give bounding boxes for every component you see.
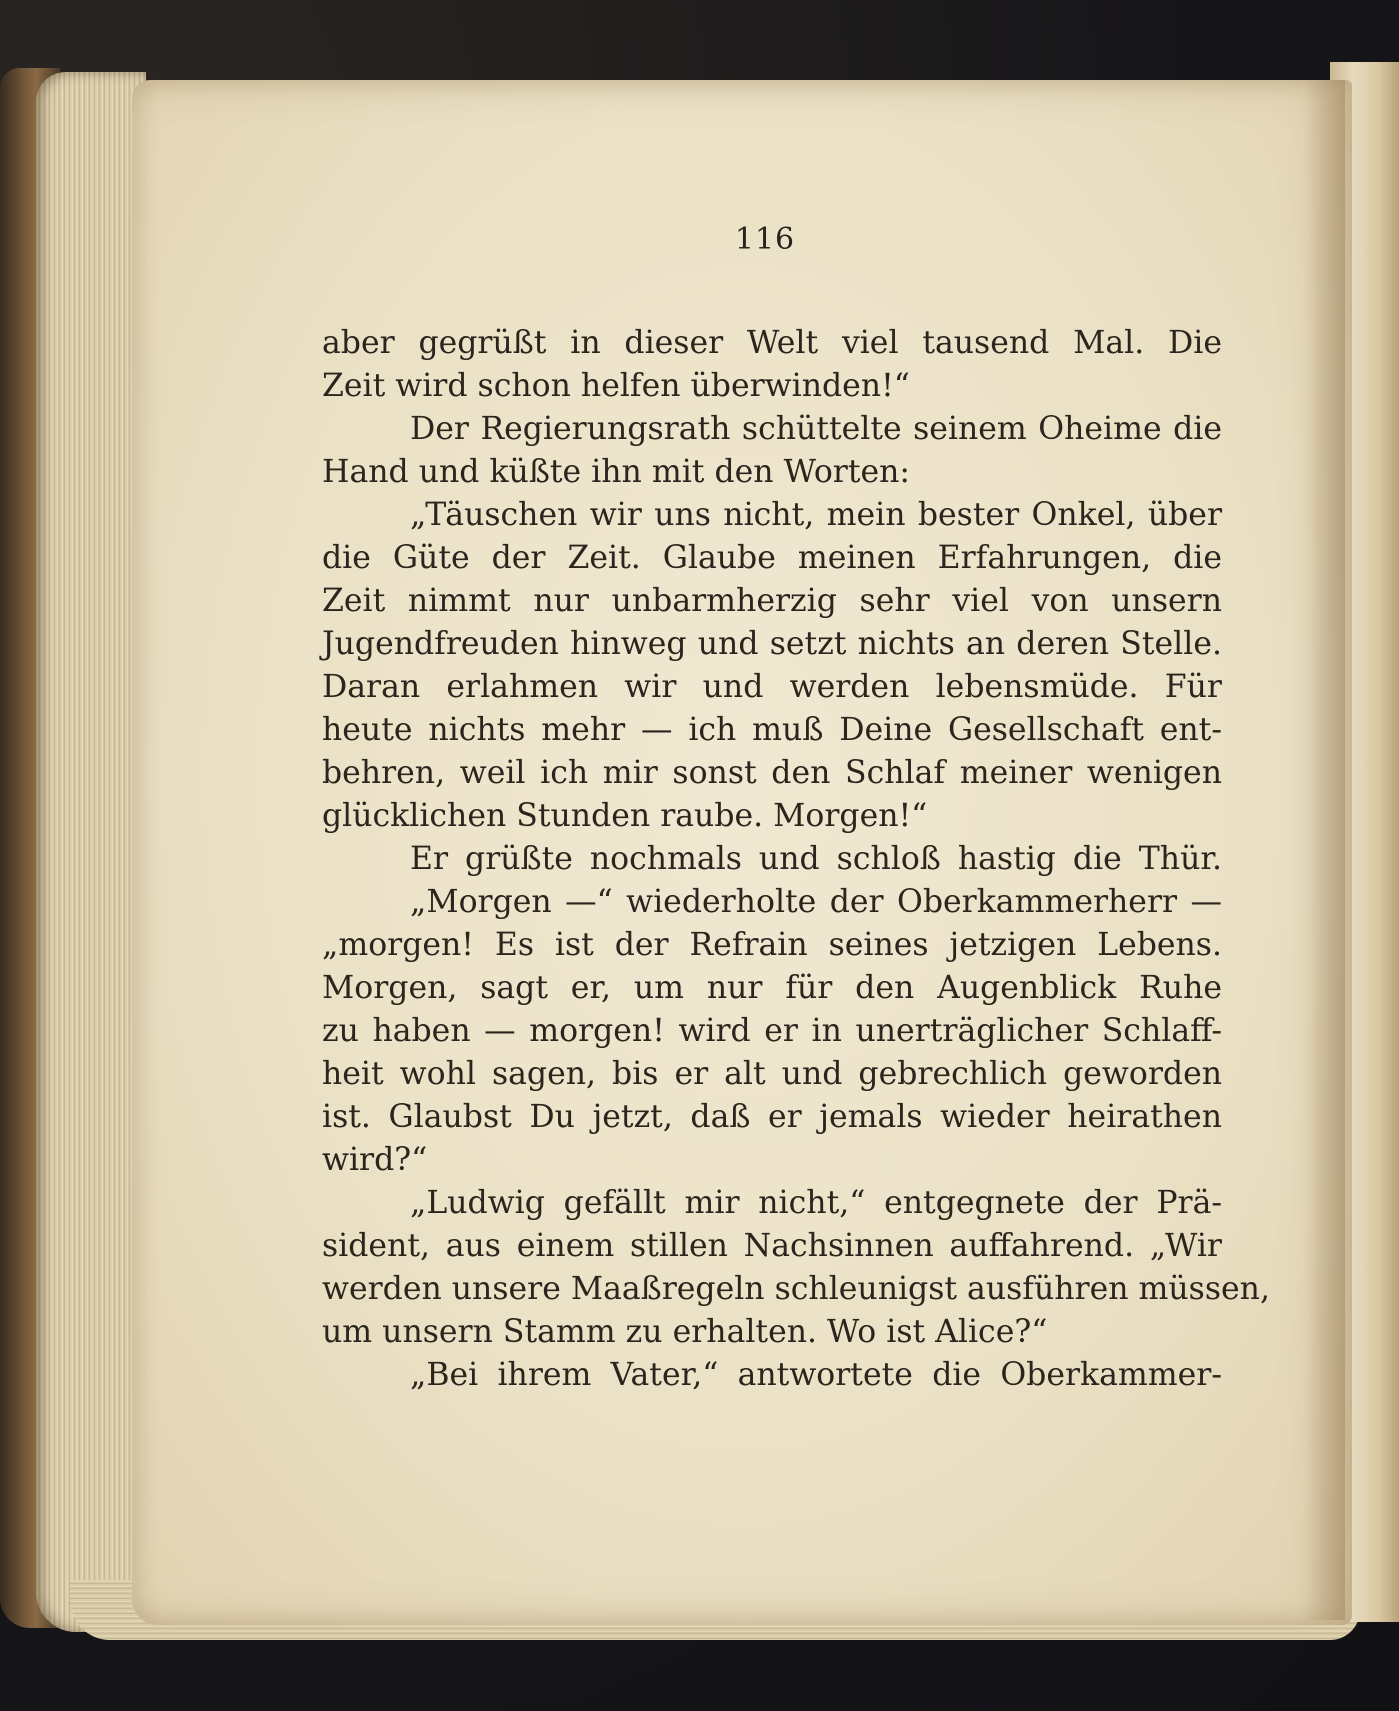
text-line: Morgen, sagt er, um nur für den Augenblick Ruhe [322,970,1222,1006]
text-line: aber gegrüßt in dieser Welt viel tausend Mal. Die [322,325,1222,361]
text-line: zu haben — morgen! wird er in unerträglicher Schlaff- [322,1013,1222,1049]
gutter-shadow [1305,80,1345,1620]
text-line: heute nichts mehr — ich muß Deine Gesellschaft ent- [322,712,1222,748]
text-line: wird?“ [322,1142,428,1178]
text-line: Der Regierungsrath schüttelte seinem Oheime die [410,411,1222,447]
text-line: Daran erlahmen wir und werden lebensmüde. Für [322,669,1222,705]
text-line: heit wohl sagen, bis er alt und gebrechlich geworden [322,1056,1222,1092]
text-line: Hand und küßte ihn mit den Worten: [322,454,911,490]
text-line: „morgen! Es ist der Refrain seines jetzigen Lebens. [322,927,1222,963]
text-line: behren, weil ich mir sonst den Schlaf meiner wenigen [322,755,1222,791]
page-number: 116 [734,222,796,257]
text-line: Jugendfreuden hinweg und setzt nichts an deren Stelle. [322,626,1222,662]
page-edges-left [36,72,146,1632]
text-line: Zeit nimmt nur unbarmherzig sehr viel von unsern [322,583,1222,619]
text-line: „Bei ihrem Vater,“ antwortete die Oberkammer- [410,1357,1222,1393]
body-text [322,322,1270,1397]
text-line: werden unsere Maaßregeln schleunigst ausführen müssen, [322,1271,1270,1307]
text-line: Zeit wird schon helfen überwinden!“ [322,368,910,404]
text-line: „Morgen —“ wiederholte der Oberkammerherr — [410,884,1222,920]
text-line: glücklichen Stunden raube. Morgen!“ [322,798,928,834]
text-line: „Ludwig gefällt mir nicht,“ entgegnete der Prä- [410,1185,1222,1221]
text-line: die Güte der Zeit. Glaube meinen Erfahrungen, die [322,540,1222,576]
text-line: sident, aus einem stillen Nachsinnen auffahrend. „Wir [322,1228,1222,1264]
text-line: ist. Glaubst Du jetzt, daß er jemals wieder heirathen [322,1099,1222,1135]
text-line: Er grüßte nochmals und schloß hastig die Thür. [410,841,1222,877]
text-line: um unsern Stamm zu erhalten. Wo ist Alice?“ [322,1314,1048,1350]
text-line: „Täuschen wir uns nicht, mein bester Onkel, über [410,497,1222,533]
